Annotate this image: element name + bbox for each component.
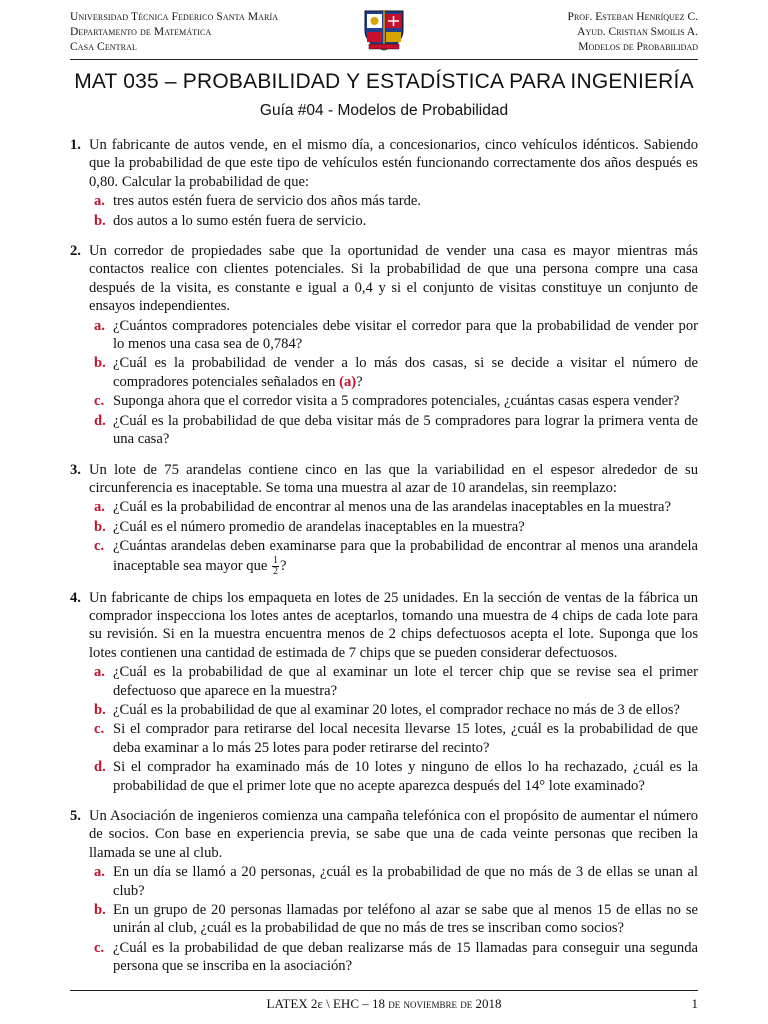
- problem-statement: Un corredor de propiedades sabe que la oportunidad de vender una casa es mayor mientras más contactos realice con clientes potenciales. Si la probabilidad de que una persona compre una casa después de la visita, es constante e igual a 0,4 y si el conjunto de visitas constituye un conjunto de ensayos independientes.: [89, 243, 698, 315]
- sub-question-label: d.: [94, 759, 106, 776]
- sub-question-list: [89, 663, 698, 795]
- sub-question-text: ¿Cuántos compradores potenciales debe visitar el corredor para que la probabilidad de vender por lo menos una casa sea de 0,784?: [113, 317, 698, 353]
- sub-question-c: [89, 392, 698, 410]
- problem-list: [70, 136, 698, 988]
- professor-name: Prof. Esteban Henríquez C.: [567, 11, 698, 23]
- sub-question-b: [89, 518, 698, 536]
- sub-question-list: [89, 498, 698, 576]
- sub-question-text: En un grupo de 20 personas llamadas por teléfono al azar se sabe que al menos 15 de ellas no se unirán al club, ¿cuál es la probabilidad de que no más de tres se inscriban como socios?: [113, 902, 698, 937]
- problem-number: 1.: [70, 137, 81, 153]
- sub-question-label: a.: [94, 864, 105, 881]
- page-footer: [0, 996, 768, 1012]
- sub-question-c: [89, 720, 698, 757]
- sub-question-label: c.: [94, 393, 105, 410]
- sub-question-text: Suponga ahora que el corredor visita a 5 compradores potenciales, ¿cuántas casas espera vender?: [113, 393, 680, 410]
- sub-question-label: b.: [94, 902, 106, 919]
- sub-question-c: [89, 537, 698, 576]
- sub-question-a: [89, 192, 698, 210]
- footer-divider: [70, 990, 698, 991]
- sub-question-list: [89, 317, 698, 449]
- sub-question-a: [89, 498, 698, 516]
- page-subtitle: Guía #04 - Modelos de Probabilidad: [259, 102, 509, 119]
- sub-question-b: [89, 701, 698, 719]
- sub-question-text: ¿Cuántas arandelas deben examinarse para que la probabilidad de encontrar al menos una arandela inaceptable sea mayor que: [113, 538, 698, 574]
- assistant-name: Ayud. Cristian Smoilis A.: [577, 26, 698, 38]
- sub-question-list: [89, 863, 698, 975]
- sub-question-text: ¿Cuál es la probabilidad de que deban realizarse más de 15 llamadas para conseguir una segunda persona que se inscriba en la asociación?: [113, 939, 698, 975]
- sub-question-text: ¿Cuál es la probabilidad de que deba visitar más de 5 compradores para lograr la primera venta de una casa?: [113, 412, 698, 448]
- problem-3: [70, 461, 698, 577]
- latex-logo: LATEX 2ε: [266, 996, 323, 1011]
- fraction-numerator: 1: [273, 554, 279, 566]
- sub-question-d: [89, 412, 698, 449]
- problem-number: 4.: [70, 589, 81, 606]
- sub-question-text: En un día se llamó a 20 personas, ¿cuál es la probabilidad de que no más de 3 de ellas se unan al club?: [113, 864, 698, 899]
- problem-2: [70, 242, 698, 448]
- page-title: MAT 035 – PROBABILIDAD Y ESTADÍSTICA PARA INGENIERÍA: [74, 70, 694, 93]
- sub-question-a: [89, 663, 698, 700]
- sub-question-a: [89, 863, 698, 900]
- sub-question-b: [89, 212, 698, 230]
- fraction: [272, 556, 279, 577]
- fraction-denominator: 2: [273, 565, 279, 577]
- problem-number: 3.: [70, 461, 81, 478]
- problem-5: [70, 807, 698, 976]
- sub-question-label: b.: [94, 212, 106, 229]
- sub-question-a: [89, 317, 698, 354]
- sub-question-text: ¿Cuál es la probabilidad de que al examinar un lote el tercer chip que se revise sea el primer defectuoso que aparece en la muestra?: [113, 664, 698, 699]
- sub-question-label: a.: [94, 664, 105, 681]
- sub-question-text: ¿Cuál es la probabilidad de vender a lo más dos casas, si se decide a visitar el número de compradores potenciales señalados en: [113, 355, 698, 390]
- problem-4: [70, 589, 698, 795]
- sub-question-text-end: ?: [280, 557, 287, 574]
- footer-text: \ EHC – 18 de noviembre de 2018: [326, 996, 502, 1011]
- sub-question-text: ¿Cuál es la probabilidad de que al examinar 20 lotes, el comprador rechace no más de 3 de ellos?: [113, 701, 680, 718]
- header-left: [70, 10, 278, 55]
- sub-question-label: a.: [94, 193, 105, 210]
- problem-statement: Un fabricante de autos vende, en el mismo día, a concesionarios, cinco vehículos idénticos. Sabiendo que la probabilidad de que este tipo de vehículos estén funcionando correctamente dos años después es 0,80. Calcular la probabilidad de que:: [89, 137, 698, 190]
- campus-name: Casa Central: [70, 41, 137, 53]
- problem-statement: Un lote de 75 arandelas contiene cinco en las que la variabilidad en el espesor alrededor de su circunferencia es inaceptable. Se toma una muestra al azar de 10 arandelas, sin reemplazo:: [89, 461, 698, 496]
- page-header: [70, 8, 698, 56]
- sub-question-label: c.: [94, 538, 105, 555]
- sub-question-b: [89, 901, 698, 938]
- sub-question-text-end: ?: [356, 373, 363, 390]
- sub-question-text: dos autos a lo sumo estén fuera de servicio.: [113, 212, 367, 229]
- page-number: 1: [691, 996, 698, 1011]
- sub-question-b: [89, 354, 698, 391]
- sub-question-label: a.: [94, 317, 105, 334]
- sub-question-text: tres autos estén fuera de servicio dos años más tarde.: [113, 193, 421, 210]
- sub-question-label: b.: [94, 518, 106, 535]
- sub-question-text: ¿Cuál es la probabilidad de encontrar al menos una de las arandelas inaceptables en la muestra?: [113, 499, 671, 516]
- department-name: Departamento de Matemática: [70, 26, 212, 38]
- sub-question-c: [89, 939, 698, 976]
- course-topic: Modelos de Probabilidad: [578, 41, 698, 53]
- sub-question-label: b.: [94, 355, 106, 372]
- sub-question-text: Si el comprador para retirarse del local necesita llevarse 15 lotes, ¿cuál es la probabilidad de que deba examinar a lo más 25 lotes para poder retirarse del recinto?: [113, 721, 698, 756]
- sub-question-list: [89, 192, 698, 230]
- sub-question-label: c.: [94, 721, 105, 738]
- sub-question-text: ¿Cuál es el número promedio de arandelas inaceptables en la muestra?: [113, 518, 525, 535]
- sub-question-label: b.: [94, 701, 106, 718]
- header-divider: [70, 59, 698, 60]
- sub-question-text: Si el comprador ha examinado más de 10 lotes y ninguno de ellos lo ha rechazado, ¿cuál es la probabilidad de que el primer lote que no acepte aparezca después del 14° lote examinado?: [113, 759, 698, 794]
- problem-statement: Un Asociación de ingenieros comienza una campaña telefónica con el propósito de aumentar el número de socios. Con base en experiencia previa, se sabe que una de cada veinte personas que reciben la llamada se une al club.: [89, 808, 698, 861]
- sub-question-label: a.: [94, 499, 105, 516]
- problem-statement: Un fabricante de chips los empaqueta en lotes de 25 unidades. En la sección de ventas de la fábrica un comprador inspecciona los lotes antes de aceptarlos, tomando una muestra de 4 chips de cada lote para su revisión. Si en la muestra encuentra menos de 2 chips defectuosos acepta el lote. Suponga que los lotes contienen una cantidad de estimada de 7 chips que se pueden considerar defectuosos.: [89, 589, 698, 661]
- problem-number: 5.: [70, 808, 81, 824]
- problem-number: 2.: [70, 243, 81, 260]
- sub-question-label: d.: [94, 412, 106, 429]
- header-right: [568, 10, 698, 55]
- cross-reference-link[interactable]: (a): [339, 373, 357, 390]
- university-name: Universidad Técnica Federico Santa María: [70, 11, 279, 23]
- university-crest-icon: [361, 8, 407, 52]
- sub-question-label: c.: [94, 939, 105, 956]
- problem-1: [70, 136, 698, 230]
- sub-question-d: [89, 758, 698, 795]
